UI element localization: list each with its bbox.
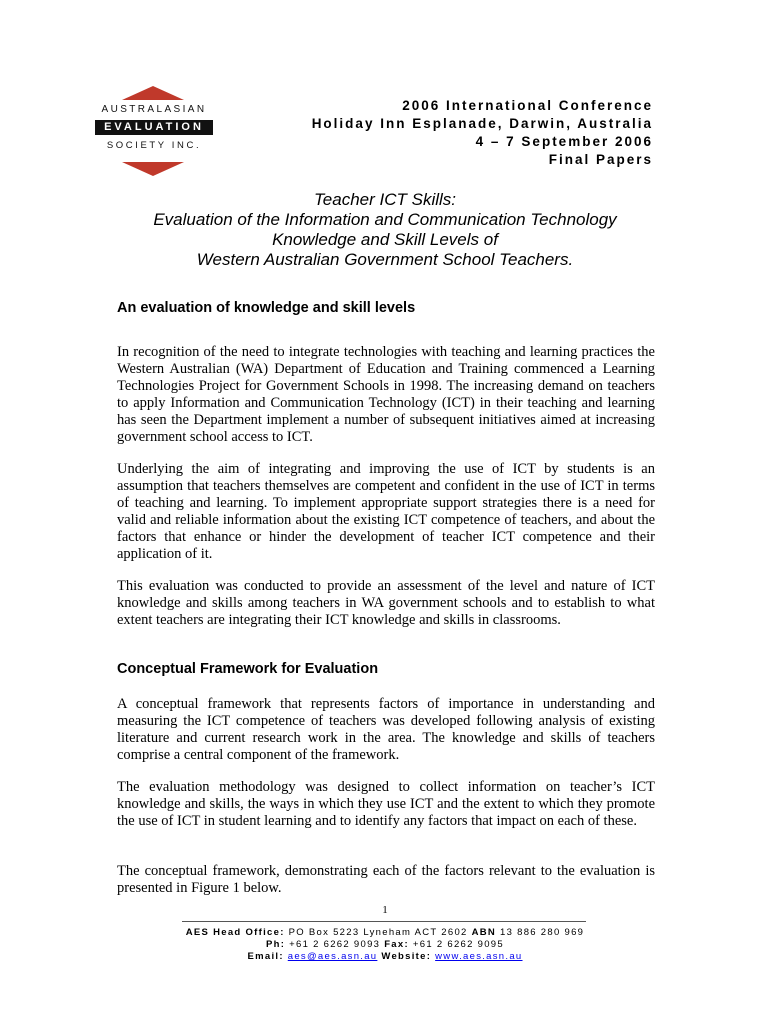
paragraph-2: Underlying the aim of integrating and improving the use of ICT by students is an assumption that teachers themselves are competent and confident in the use of ICT in terms of teaching and learning. To implement appropriate support strategies there is a need for valid and reliable information about the existing ICT competence of teachers, and about the factors that enhance or hinder the development of teacher ICT competence and their application of it. xyxy=(117,461,655,562)
logo-line-1: AUSTRALASIAN xyxy=(101,104,207,115)
footer-abn-label: ABN xyxy=(471,927,497,938)
section-heading-evaluation: An evaluation of knowledge and skill levels xyxy=(117,300,416,316)
conference-title: 2006 International Conference xyxy=(402,98,653,113)
footer-line-3 xyxy=(150,951,620,963)
paragraph-1: In recognition of the need to integrate technologies with teaching and learning practices the Western Australian (WA) Department of Education and Training commenced a Learning Technologies Project for Government Schools in 1998. The increasing demand on teachers to apply Information and Communication Technology (ICT) in their teaching and learning has seen the Department implement a number of subsequent initiatives aimed at increasing government school access to ICT. xyxy=(117,344,655,445)
footer-divider xyxy=(182,921,586,922)
footer-phone-value: +61 2 6262 9093 xyxy=(289,939,381,950)
footer-fax-label: Fax: xyxy=(384,939,409,950)
paper-title xyxy=(60,190,710,270)
logo-lower-triangle xyxy=(122,162,184,176)
footer-fax-value: +61 2 6262 9095 xyxy=(412,939,504,950)
footer xyxy=(150,927,620,963)
paragraph-4: A conceptual framework that represents factors of importance in understanding and measuring the ICT competence of teachers was developed following analysis of existing literature and current research work in the area. The knowledge and skills of teachers comprise a central component of the framework. xyxy=(117,696,655,763)
footer-office-value: PO Box 5223 Lyneham ACT 2602 xyxy=(288,927,468,938)
conference-venue: Holiday Inn Esplanade, Darwin, Australia xyxy=(311,116,653,131)
logo-line-2: EVALUATION xyxy=(95,120,213,135)
conference-header xyxy=(312,97,653,169)
footer-email-label: Email: xyxy=(247,951,284,962)
section-heading-framework: Conceptual Framework for Evaluation xyxy=(117,661,379,677)
conference-dates: 4 – 7 September 2006 xyxy=(475,134,653,149)
footer-line-2 xyxy=(150,939,620,951)
footer-email-link[interactable]: aes@aes.asn.au xyxy=(287,951,378,962)
logo-line-3: SOCIETY INC. xyxy=(106,140,202,151)
paragraph-3: This evaluation was conducted to provide an assessment of the level and nature of ICT knowledge and skills among teachers in WA government schools and to establish to what extent teachers are integrating their ICT knowledge and skills in classrooms. xyxy=(117,578,655,628)
paragraph-5: The evaluation methodology was designed to collect information on teacher’s ICT knowledge and skills, the ways in which they use ICT and the extent to which they promote the use of ICT in student learning and to identify any factors that impact on each of these. xyxy=(117,779,655,829)
conference-final-papers: Final Papers xyxy=(548,152,653,167)
page-number: 1 xyxy=(382,904,388,916)
title-line-1: Teacher ICT Skills: xyxy=(313,190,457,209)
title-line-3: Knowledge and Skill Levels of xyxy=(272,230,498,249)
paragraph-6: The conceptual framework, demonstrating each of the factors relevant to the evaluation is presented in Figure 1 below. xyxy=(117,863,655,896)
title-line-4: Western Australian Government School Teachers. xyxy=(196,250,574,269)
footer-office-label: AES Head Office: xyxy=(185,927,285,938)
footer-abn-value: 13 886 280 969 xyxy=(500,927,585,938)
footer-website-link[interactable]: www.aes.asn.au xyxy=(435,951,523,962)
logo-upper-triangle xyxy=(122,86,184,100)
footer-line-1 xyxy=(150,927,620,939)
footer-website-label: Website: xyxy=(381,951,432,962)
title-line-2: Evaluation of the Information and Communication Technology xyxy=(153,210,617,229)
footer-phone-label: Ph: xyxy=(266,939,286,950)
aes-logo xyxy=(93,86,215,178)
